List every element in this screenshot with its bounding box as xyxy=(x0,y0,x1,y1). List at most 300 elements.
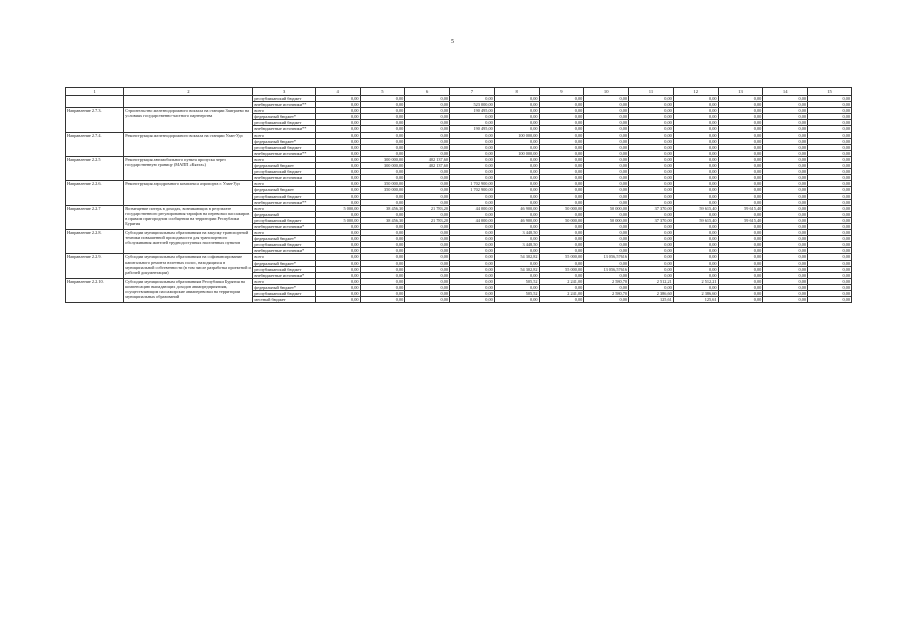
value-cell: 0,00 xyxy=(718,230,763,236)
funding-source-cell: федеральный бюджет* xyxy=(253,114,315,120)
value-cell: 55 000,00 xyxy=(539,266,584,272)
value-cell: 0,00 xyxy=(450,272,495,278)
value-cell: 0,00 xyxy=(808,144,852,150)
value-cell: 0,00 xyxy=(808,266,852,272)
description-cell: Возмещение потерь в доходах, возникающих в результате государственного регулирования тарифов на перевозки пассажиров в прямом пригородном сообщении на территории Республики Бурятия xyxy=(124,205,253,229)
value-cell: 0,00 xyxy=(539,272,584,278)
value-cell: 0,00 xyxy=(673,144,718,150)
value-cell: 0,00 xyxy=(494,193,539,199)
value-cell: 0,00 xyxy=(718,199,763,205)
value-cell: 0,00 xyxy=(315,163,360,169)
value-cell: 0,00 xyxy=(808,291,852,297)
funding-source-cell: всего xyxy=(253,254,315,260)
value-cell: 0,00 xyxy=(718,156,763,162)
value-cell: 0,00 xyxy=(360,236,405,242)
value-cell: 0,00 xyxy=(718,175,763,181)
value-cell: 0,00 xyxy=(673,211,718,217)
value-cell: 0,00 xyxy=(584,272,629,278)
value-cell: 44 000,00 xyxy=(450,205,495,211)
value-cell: 0,00 xyxy=(718,291,763,297)
value-cell: 0,00 xyxy=(405,108,450,114)
value-cell: 0,00 xyxy=(763,297,808,303)
funding-source-cell: республиканский бюджет xyxy=(253,217,315,223)
column-number: 7 xyxy=(450,88,495,96)
value-cell: 0,00 xyxy=(763,248,808,254)
value-cell: 0,00 xyxy=(494,163,539,169)
funding-source-cell: всего xyxy=(253,132,315,138)
funding-source-cell: федеральный бюджет xyxy=(253,163,315,169)
value-cell: 350 000,00 xyxy=(360,187,405,193)
value-cell: 0,00 xyxy=(539,248,584,254)
value-cell: 0,00 xyxy=(808,138,852,144)
value-cell: 0,00 xyxy=(584,242,629,248)
value-cell: 0,00 xyxy=(673,108,718,114)
value-cell: 0,00 xyxy=(539,199,584,205)
value-cell: 0,00 xyxy=(315,291,360,297)
value-cell: 0,00 xyxy=(763,193,808,199)
value-cell: 0,00 xyxy=(718,236,763,242)
value-cell: 0,00 xyxy=(629,181,674,187)
funding-source-cell: местный бюджет xyxy=(253,297,315,303)
value-cell: 0,00 xyxy=(405,114,450,120)
value-cell: 0,00 xyxy=(405,187,450,193)
value-cell: 0,00 xyxy=(315,260,360,266)
value-cell: 0,00 xyxy=(405,248,450,254)
value-cell: 0,00 xyxy=(763,156,808,162)
value-cell: 0,00 xyxy=(315,272,360,278)
value-cell: 21 783,20 xyxy=(405,217,450,223)
value-cell: 0,00 xyxy=(315,230,360,236)
value-cell: 0,00 xyxy=(718,120,763,126)
value-cell: 54 302,82 xyxy=(494,254,539,260)
value-cell: 0,00 xyxy=(808,223,852,229)
value-cell: 0,00 xyxy=(315,169,360,175)
value-cell: 0,00 xyxy=(808,150,852,156)
value-cell: 0,00 xyxy=(494,223,539,229)
value-cell: 0,00 xyxy=(808,230,852,236)
value-cell: 0,00 xyxy=(763,205,808,211)
column-number: 13 xyxy=(718,88,763,96)
value-cell: 0,00 xyxy=(405,120,450,126)
value-cell: 59 615,40 xyxy=(718,205,763,211)
value-cell: 0,00 xyxy=(360,272,405,278)
value-cell: 0,00 xyxy=(315,156,360,162)
funding-source-cell: республиканский бюджет xyxy=(253,96,315,102)
value-cell: 0,00 xyxy=(315,297,360,303)
value-cell: 0,00 xyxy=(584,199,629,205)
value-cell: 0,00 xyxy=(673,223,718,229)
value-cell: 2 512,21 xyxy=(629,278,674,284)
value-cell: 0,00 xyxy=(763,187,808,193)
value-cell: 0,00 xyxy=(629,266,674,272)
value-cell: 0,00 xyxy=(315,266,360,272)
value-cell: 59 615,40 xyxy=(673,205,718,211)
value-cell: 50 000,00 xyxy=(584,205,629,211)
value-cell: 0,00 xyxy=(673,132,718,138)
value-cell: 0,00 xyxy=(629,163,674,169)
column-number: 11 xyxy=(629,88,674,96)
value-cell: 0,00 xyxy=(584,260,629,266)
value-cell: 0,00 xyxy=(763,211,808,217)
value-cell: 0,00 xyxy=(584,169,629,175)
direction-cell: Направление 2.2.8. xyxy=(66,230,124,254)
direction-cell: Направление 2.2.10. xyxy=(66,278,124,302)
value-cell: 0,00 xyxy=(539,150,584,156)
value-cell: 0,00 xyxy=(629,114,674,120)
value-cell: 0,00 xyxy=(450,254,495,260)
value-cell: 0,00 xyxy=(763,126,808,132)
value-cell: 0,00 xyxy=(629,169,674,175)
value-cell: 0,00 xyxy=(494,211,539,217)
value-cell: 46 900,00 xyxy=(494,205,539,211)
value-cell: 0,00 xyxy=(763,217,808,223)
value-cell: 0,00 xyxy=(539,193,584,199)
value-cell: 0,00 xyxy=(360,96,405,102)
value-cell: 0,00 xyxy=(763,96,808,102)
value-cell: 0,00 xyxy=(808,181,852,187)
value-cell: 0,00 xyxy=(360,284,405,290)
value-cell: 0,00 xyxy=(539,169,584,175)
value-cell: 0,00 xyxy=(718,163,763,169)
value-cell: 0,00 xyxy=(718,242,763,248)
funding-source-cell: внебюджетные источники* xyxy=(253,272,315,278)
value-cell: 0,00 xyxy=(629,187,674,193)
value-cell: 3 448,50 xyxy=(494,230,539,236)
value-cell: 0,00 xyxy=(673,156,718,162)
value-cell: 0,00 xyxy=(584,102,629,108)
value-cell: 0,00 xyxy=(808,120,852,126)
value-cell: 0,00 xyxy=(808,272,852,278)
description-cell: Строительство железнодорожного вокзала на станции Заиграево на условиях государственно-частного партнерства xyxy=(124,108,253,132)
value-cell: 0,00 xyxy=(405,126,450,132)
value-cell: 0,00 xyxy=(539,132,584,138)
funding-source-cell: внебюджетные источники xyxy=(253,175,315,181)
value-cell: 55 000,00 xyxy=(539,254,584,260)
value-cell: 0,00 xyxy=(405,102,450,108)
value-cell: 0,00 xyxy=(539,181,584,187)
value-cell: 0,00 xyxy=(763,266,808,272)
value-cell: 0,00 xyxy=(315,242,360,248)
value-cell: 0,00 xyxy=(673,266,718,272)
value-cell: 0,00 xyxy=(494,96,539,102)
value-cell: 0,00 xyxy=(315,181,360,187)
funding-source-cell: внебюджетные источники* xyxy=(253,248,315,254)
funding-source-cell: всего xyxy=(253,108,315,114)
value-cell: 0,00 xyxy=(763,223,808,229)
value-cell: 0,00 xyxy=(584,211,629,217)
direction-cell: Направление 2.2.5 xyxy=(66,156,124,180)
value-cell: 0,00 xyxy=(539,108,584,114)
funding-source-cell: внебюджетные источники* xyxy=(253,223,315,229)
value-cell: 190 495,00 xyxy=(450,126,495,132)
value-cell: 0,00 xyxy=(450,138,495,144)
value-cell: 0,00 xyxy=(360,138,405,144)
value-cell: 0,00 xyxy=(718,144,763,150)
value-cell: 0,00 xyxy=(494,248,539,254)
funding-source-cell: внебюджетные источники** xyxy=(253,199,315,205)
value-cell: 0,00 xyxy=(405,297,450,303)
value-cell: 2 512,21 xyxy=(673,278,718,284)
value-cell: 0,00 xyxy=(539,144,584,150)
column-number: 12 xyxy=(673,88,718,96)
direction-cell: Направление 2.2.9. xyxy=(66,254,124,278)
funding-source-cell: внебюджетные источники** xyxy=(253,150,315,156)
value-cell: 0,00 xyxy=(405,132,450,138)
value-cell: 505,52 xyxy=(494,291,539,297)
value-cell: 0,00 xyxy=(450,291,495,297)
value-cell: 0,00 xyxy=(673,181,718,187)
funding-source-cell: федеральный бюджет* xyxy=(253,236,315,242)
value-cell: 0,00 xyxy=(629,260,674,266)
value-cell: 0,00 xyxy=(405,278,450,284)
value-cell: 0,00 xyxy=(315,248,360,254)
value-cell: 0,00 xyxy=(629,284,674,290)
funding-source-cell: внебюджетные источники** xyxy=(253,102,315,108)
value-cell: 0,00 xyxy=(315,114,360,120)
value-cell: 0,00 xyxy=(494,169,539,175)
value-cell: 0,00 xyxy=(494,236,539,242)
value-cell: 0,00 xyxy=(315,96,360,102)
value-cell: 0,00 xyxy=(584,108,629,114)
value-cell: 2 241,00 xyxy=(539,278,584,284)
column-number: 6 xyxy=(405,88,450,96)
funding-source-cell: республиканский бюджет xyxy=(253,144,315,150)
value-cell: 2 241,00 xyxy=(539,291,584,297)
value-cell: 0,00 xyxy=(718,96,763,102)
value-cell: 0,00 xyxy=(405,175,450,181)
value-cell: 13 056,57616 xyxy=(584,254,629,260)
value-cell: 0,00 xyxy=(584,126,629,132)
value-cell: 0,00 xyxy=(718,126,763,132)
value-cell: 0,00 xyxy=(315,102,360,108)
value-cell: 0,00 xyxy=(360,230,405,236)
value-cell: 21 783,20 xyxy=(405,205,450,211)
value-cell: 0,00 xyxy=(450,199,495,205)
value-cell: 0,00 xyxy=(494,108,539,114)
value-cell: 0,00 xyxy=(405,193,450,199)
value-cell: 0,00 xyxy=(584,120,629,126)
value-cell: 0,00 xyxy=(584,181,629,187)
value-cell: 2 580,70 xyxy=(584,291,629,297)
value-cell: 50 000,00 xyxy=(584,217,629,223)
value-cell: 0,00 xyxy=(629,199,674,205)
value-cell: 0,00 xyxy=(360,254,405,260)
value-cell: 0,00 xyxy=(629,132,674,138)
value-cell: 0,00 xyxy=(450,248,495,254)
value-cell: 0,00 xyxy=(763,284,808,290)
value-cell: 0,00 xyxy=(584,297,629,303)
value-cell: 0,00 xyxy=(584,230,629,236)
value-cell: 0,00 xyxy=(763,120,808,126)
value-cell: 0,00 xyxy=(360,150,405,156)
value-cell: 0,00 xyxy=(718,102,763,108)
value-cell: 46 900,00 xyxy=(494,217,539,223)
value-cell: 0,00 xyxy=(718,272,763,278)
value-cell: 0,00 xyxy=(763,144,808,150)
value-cell: 0,00 xyxy=(584,193,629,199)
value-cell: 0,00 xyxy=(763,108,808,114)
column-number: 15 xyxy=(808,88,852,96)
funding-table xyxy=(65,87,852,303)
value-cell: 38 456,30 xyxy=(360,205,405,211)
value-cell: 0,00 xyxy=(315,254,360,260)
value-cell: 0,00 xyxy=(584,175,629,181)
value-cell: 0,00 xyxy=(673,272,718,278)
value-cell: 5 000,00 xyxy=(315,217,360,223)
value-cell: 0,00 xyxy=(629,254,674,260)
column-number: 8 xyxy=(494,88,539,96)
funding-source-cell: всего xyxy=(253,181,315,187)
value-cell: 0,00 xyxy=(718,169,763,175)
value-cell: 0,00 xyxy=(539,187,584,193)
value-cell: 0,00 xyxy=(360,108,405,114)
value-cell: 125,61 xyxy=(629,297,674,303)
value-cell: 0,00 xyxy=(763,132,808,138)
value-cell: 0,00 xyxy=(539,297,584,303)
value-cell: 0,00 xyxy=(405,223,450,229)
value-cell: 0,00 xyxy=(405,199,450,205)
value-cell: 59 615,40 xyxy=(673,217,718,223)
value-cell: 0,00 xyxy=(629,144,674,150)
value-cell: 0,00 xyxy=(763,150,808,156)
value-cell: 0,00 xyxy=(763,260,808,266)
value-cell: 0,00 xyxy=(718,108,763,114)
value-cell: 0,00 xyxy=(450,144,495,150)
column-number-row xyxy=(66,88,852,96)
value-cell: 0,00 xyxy=(539,175,584,181)
value-cell: 0,00 xyxy=(763,230,808,236)
value-cell: 0,00 xyxy=(360,211,405,217)
value-cell: 0,00 xyxy=(405,181,450,187)
value-cell: 100 000,00 xyxy=(494,132,539,138)
value-cell: 0,00 xyxy=(450,242,495,248)
value-cell: 0,00 xyxy=(360,144,405,150)
value-cell: 0,00 xyxy=(450,120,495,126)
value-cell: 0,00 xyxy=(808,175,852,181)
value-cell: 0,00 xyxy=(494,181,539,187)
value-cell: 0,00 xyxy=(808,96,852,102)
value-cell: 0,00 xyxy=(494,126,539,132)
value-cell: 0,00 xyxy=(315,193,360,199)
value-cell: 0,00 xyxy=(808,187,852,193)
value-cell: 0,00 xyxy=(539,114,584,120)
value-cell: 0,00 xyxy=(673,248,718,254)
funding-source-cell: всего xyxy=(253,156,315,162)
value-cell: 0,00 xyxy=(673,96,718,102)
value-cell: 0,00 xyxy=(718,138,763,144)
value-cell: 0,00 xyxy=(673,260,718,266)
value-cell: 0,00 xyxy=(808,242,852,248)
value-cell: 0,00 xyxy=(494,199,539,205)
value-cell: 0,00 xyxy=(584,163,629,169)
funding-source-cell: всего xyxy=(253,278,315,284)
value-cell: 0,00 xyxy=(718,297,763,303)
value-cell: 0,00 xyxy=(450,230,495,236)
value-cell: 0,00 xyxy=(405,150,450,156)
value-cell: 0,00 xyxy=(629,248,674,254)
value-cell: 0,00 xyxy=(808,193,852,199)
value-cell: 2 386,60 xyxy=(629,291,674,297)
column-number: 2 xyxy=(124,88,253,96)
value-cell: 0,00 xyxy=(405,211,450,217)
value-cell: 0,00 xyxy=(718,114,763,120)
value-cell: 0,00 xyxy=(808,248,852,254)
description-cell: Субсидии муниципальным образованиям Республики Бурятия на компенсацию выпадающих доходов авиапредприятиям, осуществляющим пассажирские авиаперевозки на территории муниципальных образований xyxy=(124,278,253,302)
value-cell: 0,00 xyxy=(673,126,718,132)
value-cell: 0,00 xyxy=(584,236,629,242)
value-cell: 0,00 xyxy=(718,150,763,156)
value-cell: 0,00 xyxy=(629,211,674,217)
value-cell: 0,00 xyxy=(315,236,360,242)
value-cell: 0,00 xyxy=(808,297,852,303)
value-cell: 0,00 xyxy=(539,96,584,102)
value-cell: 0,00 xyxy=(315,126,360,132)
value-cell: 0,00 xyxy=(450,236,495,242)
value-cell: 0,00 xyxy=(718,254,763,260)
value-cell: 0,00 xyxy=(405,266,450,272)
value-cell: 300 000,00 xyxy=(360,163,405,169)
value-cell: 0,00 xyxy=(539,163,584,169)
value-cell: 0,00 xyxy=(718,284,763,290)
direction-cell xyxy=(66,96,124,108)
value-cell: 100 000,00 xyxy=(494,150,539,156)
value-cell: 0,00 xyxy=(539,260,584,266)
value-cell: 0,00 xyxy=(673,230,718,236)
value-cell: 0,00 xyxy=(405,230,450,236)
value-cell: 0,00 xyxy=(450,169,495,175)
value-cell: 37 370,00 xyxy=(629,217,674,223)
value-cell: 0,00 xyxy=(629,242,674,248)
value-cell: 0,00 xyxy=(360,114,405,120)
value-cell: 0,00 xyxy=(450,114,495,120)
value-cell: 0,00 xyxy=(315,120,360,126)
value-cell: 5 000,00 xyxy=(315,205,360,211)
value-cell: 0,00 xyxy=(673,193,718,199)
funding-source-cell: федеральный бюджет xyxy=(253,187,315,193)
value-cell: 0,00 xyxy=(808,211,852,217)
value-cell: 0,00 xyxy=(315,138,360,144)
value-cell: 0,00 xyxy=(673,236,718,242)
value-cell: 0,00 xyxy=(539,284,584,290)
value-cell: 0,00 xyxy=(539,156,584,162)
value-cell: 0,00 xyxy=(360,297,405,303)
value-cell: 0,00 xyxy=(315,144,360,150)
value-cell: 0,00 xyxy=(763,236,808,242)
value-cell: 0,00 xyxy=(808,114,852,120)
value-cell: 0,00 xyxy=(405,236,450,242)
column-number: 5 xyxy=(360,88,405,96)
value-cell: 50 000,00 xyxy=(539,217,584,223)
value-cell: 402 137,60 xyxy=(405,156,450,162)
column-number: 1 xyxy=(66,88,124,96)
value-cell: 0,00 xyxy=(360,120,405,126)
value-cell: 0,00 xyxy=(808,126,852,132)
value-cell: 350 000,00 xyxy=(360,181,405,187)
column-number: 3 xyxy=(253,88,315,96)
value-cell: 0,00 xyxy=(584,96,629,102)
value-cell: 0,00 xyxy=(584,138,629,144)
value-cell: 0,00 xyxy=(629,156,674,162)
value-cell: 0,00 xyxy=(808,102,852,108)
value-cell: 0,00 xyxy=(718,223,763,229)
value-cell: 0,00 xyxy=(763,254,808,260)
column-number: 9 xyxy=(539,88,584,96)
value-cell: 0,00 xyxy=(673,114,718,120)
value-cell: 0,00 xyxy=(808,132,852,138)
value-cell: 0,00 xyxy=(808,254,852,260)
description-cell xyxy=(124,96,253,108)
funding-source-cell: федеральный xyxy=(253,211,315,217)
